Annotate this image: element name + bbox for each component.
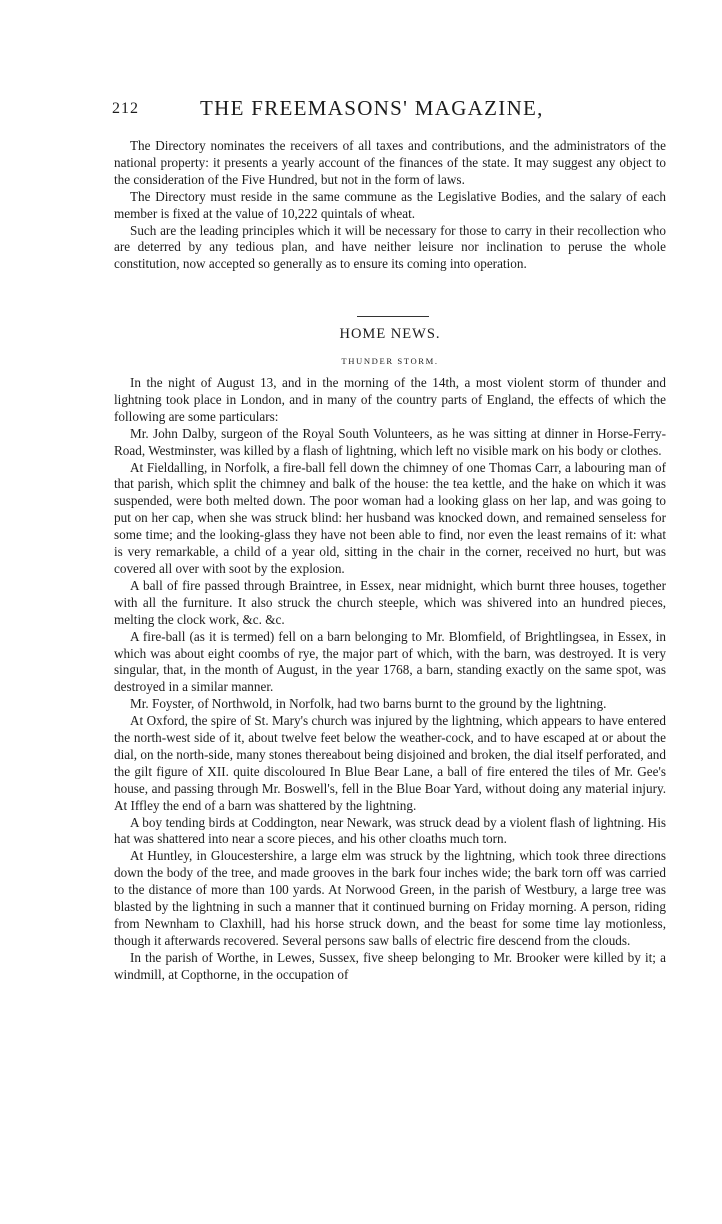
paragraph: At Huntley, in Gloucestershire, a large elm was struck by the lightning, which took three directions down the body of the tree, and made grooves in the bark four inches wide; the bark torn off was carried to the distance of more than 100 yards. At Norwood Green, in the parish of Westbury, a large tree was blasted by the lightning in such a manner that it continued burning on Friday morning. A person, riding from Newnham to Claxhill, had his horse struck down, and the beast for some time lay motionless, though it afterwards recovered. Several persons saw balls of electric fire descend from the clouds. [114, 848, 666, 948]
paragraph: A ball of fire passed through Braintree, in Essex, near midnight, which burnt three houses, together with all the furniture. It also struck the church steeple, which was shivered into an hundred pieces, melting the clock work, &c. &c. [114, 577, 666, 627]
paragraph: The Directory nominates the receivers of all taxes and contributions, and the administrators of the national property: it presents a yearly account of the finances of the state. It may suggest any object to the consideration of the Five Hundred, but not in the form of laws. [114, 138, 666, 187]
paragraph: At Oxford, the spire of St. Mary's church was injured by the lightning, which appears to have entered the north-west side of it, about twelve feet below the weather-cock, and to have escaped at or about the dial, on the north-side, many stones thereabout being disjoined and broken, the dial itself perforated, and the gilt figure of XII. quite discoloured In Blue Bear Lane, a ball of fire entered the tiles of Mr. Gee's house, and passing through Mr. Boswell's, fell in the Blue Boar Yard, without doing any material injury. At Iffley the end of a barn was shattered by the lightning. [114, 713, 666, 813]
paragraph: Mr. John Dalby, surgeon of the Royal South Volunteers, as he was sitting at dinner in Horse-Ferry-Road, Westminster, was killed by a flash of lightning, which left no visible mark on his body or clothes. [114, 425, 666, 458]
section-title: HOME NEWS. [339, 326, 441, 342]
news-text [114, 375, 666, 984]
paragraph: In the night of August 13, and in the morning of the 14th, a most violent storm of thunder and lightning took place in London, and in many of the country parts of England, the effects of which the following are some particulars: [114, 375, 666, 424]
paragraph: At Fieldalling, in Norfolk, a fire-ball fell down the chimney of one Thomas Carr, a labouring man of that parish, which split the chimney and balk of the house: the tea kettle, and the hake on which it was suspended, were both melted down. The poor woman had a looking glass on her lap, and was going to put on her cap, when she was struck blind: her husband was knocked down, and remained senseless for some time; and the looking-glass they have not been able to find, nor even the least remains of it: what is very remarkable, a child of a year old, sitting in the chair in the corner, received no hurt, but was covered all over with soot by the explosion. [114, 459, 666, 576]
section-subtitle: THUNDER STORM. [341, 356, 439, 366]
paragraph: Such are the leading principles which it will be necessary for those to carry in their recollection who are deterred by any tedious plan, and have neither leisure nor inclination to peruse the whole constitution, now accepted so generally as to ensure its coming into operation. [114, 222, 666, 272]
page-number: 212 [112, 100, 139, 117]
running-title: THE FREEMASONS' MAGAZINE, [200, 96, 544, 120]
paragraph: The Directory must reside in the same commune as the Legislative Bodies, and the salary of each member is fixed at the value of 10,222 quintals of wheat. [114, 188, 666, 221]
paragraph: In the parish of Worthe, in Lewes, Sussex, five sheep belonging to Mr. Brooker were killed by it; a windmill, at Copthorne, in the occupation of [114, 949, 666, 982]
paragraph: A fire-ball (as it is termed) fell on a barn belonging to Mr. Blomfield, of Brightlingsea, in Essex, in which was about eight coombs of rye, the major part of which, with the barn, was destroyed. It is very singular, that, in the month of August, in the year 1768, a barn, standing exactly on the same spot, was destroyed in a similar manner. [114, 628, 666, 695]
section-divider [357, 316, 429, 317]
paragraph: Mr. Foyster, of Northwold, in Norfolk, had two barns burnt to the ground by the lightning. [130, 696, 607, 712]
page-header [112, 96, 672, 128]
intro-text [114, 138, 666, 273]
paragraph: A boy tending birds at Coddington, near Newark, was struck dead by a violent flash of lightning. His hat was shattered into near a score pieces, and his other cloaths much torn. [114, 814, 666, 847]
